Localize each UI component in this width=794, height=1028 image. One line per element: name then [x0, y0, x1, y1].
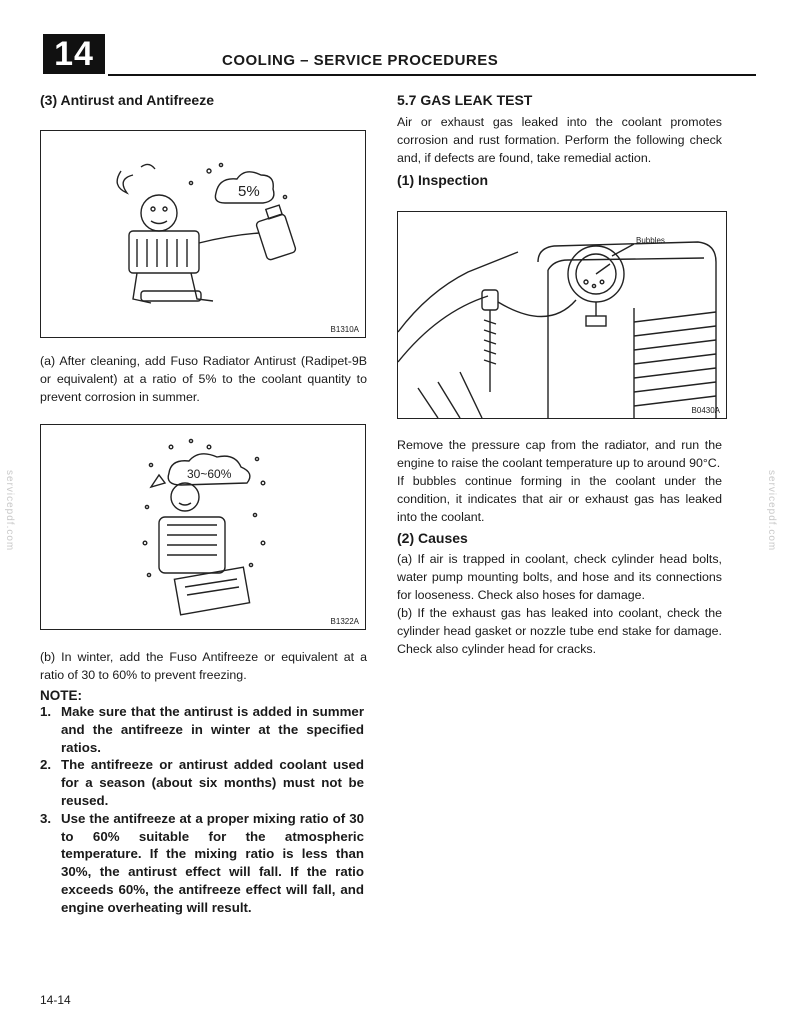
- note-text: Use the antifreeze at a proper mixing ratio of 30 to 60% suitable for the atmospheric temperature. If the mixing ratio is less than 30%, the antirust effect will fall. If the ratio exceeds 60%, the antifreeze effect will fall, and engine overheating will result.: [61, 810, 364, 915]
- cause-a-paragraph: (a) If air is trapped in coolant, check cylinder head bolts, water pump mounting bolts, and hose and its connections for looseness. Check also hoses for damage.: [397, 552, 722, 602]
- figure2-ratio-label: 30~60%: [187, 467, 232, 481]
- header-divider: [108, 74, 756, 76]
- figure3-code: B0430A: [691, 406, 720, 415]
- inspection-paragraph-2: If bubbles continue forming in the coolant under the condition, it indicates that air or exhaust gas has leaked into the coolant.: [397, 474, 722, 524]
- note-number: 2.: [40, 757, 52, 773]
- note-text: The antifreeze or antirust added coolant used for a season (about six months) must not be reused.: [61, 757, 364, 808]
- note-item: [40, 756, 364, 809]
- watermark-left: servicepdf.com: [4, 470, 15, 552]
- inspection-text: [397, 436, 722, 658]
- note-block: [40, 688, 364, 917]
- note-item: [40, 810, 364, 917]
- page-number: 14-14: [40, 993, 71, 1007]
- note-title: NOTE:: [40, 688, 82, 703]
- cause-b-paragraph: (b) If the exhaust gas has leaked into coolant, check the cylinder head gasket or nozzle tube end stake for damage. Check also cylinder head for cracks.: [397, 606, 722, 656]
- inspection-subheading: (1) Inspection: [397, 172, 489, 188]
- antirust-paragraph: (a) After cleaning, add Fuso Radiator Antirust (Radipet-9B or equivalent) at a ratio of 5% to the coolant quantity to prevent corrosion in summer.: [40, 354, 367, 404]
- gas-leak-heading: 5.7 GAS LEAK TEST: [397, 92, 533, 108]
- note-number: 1.: [40, 704, 52, 719]
- note-item: [40, 703, 364, 756]
- figure2-code: B1322A: [330, 617, 359, 626]
- mascot-illustration: [41, 131, 365, 337]
- note-number: 3.: [40, 810, 52, 826]
- page-title: COOLING – SERVICE PROCEDURES: [222, 52, 499, 69]
- antifreeze-paragraph: (b) In winter, add the Fuso Antifreeze or equivalent at a ratio of 30 to 60% to prevent freezing.: [40, 650, 367, 682]
- watermark-right: servicepdf.com: [766, 470, 777, 552]
- inspection-paragraph-1: Remove the pressure cap from the radiator, and run the engine to raise the coolant temperature up to around 90°C.: [397, 438, 722, 470]
- bubbles-callout: Bubbles: [636, 236, 665, 245]
- causes-subheading: (2) Causes: [397, 530, 468, 546]
- left-column: [40, 92, 367, 108]
- antirust-heading: (3) Antirust and Antifreeze: [40, 92, 214, 108]
- snowman-illustration: [41, 425, 365, 629]
- figure1-code: B1310A: [330, 325, 359, 334]
- right-column: [397, 92, 722, 188]
- note-text: Make sure that the antirust is added in summer and the antifreeze in winter at the specified ratios.: [61, 704, 364, 755]
- antirust-figure: [40, 130, 366, 338]
- section-number-box: [43, 34, 105, 74]
- figure1-percent-label: 5%: [238, 183, 260, 200]
- gas-leak-intro: Air or exhaust gas leaked into the coolant promotes corrosion and rust formation. Perform the following check and, if defects are found, take remedial action.: [397, 115, 722, 165]
- radiator-tester-illustration: [398, 212, 726, 418]
- note-list: [40, 703, 364, 917]
- section-number: 14: [54, 34, 94, 73]
- antifreeze-figure: [40, 424, 366, 630]
- gas-leak-figure: [397, 211, 727, 419]
